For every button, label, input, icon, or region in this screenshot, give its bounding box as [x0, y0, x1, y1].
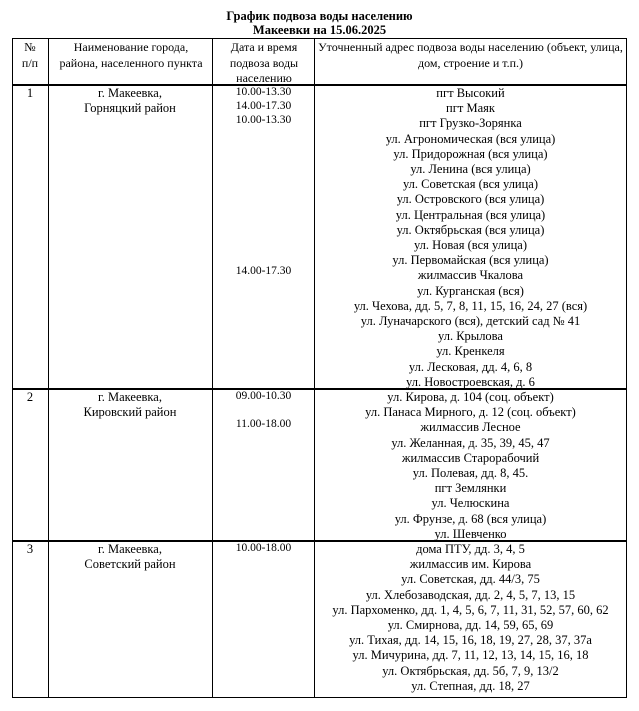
- table-border-left: [12, 38, 13, 698]
- row-1-addresses: [315, 86, 626, 390]
- address-item: ул. Желанная, д. 35, 39, 45, 47: [391, 435, 550, 450]
- title-line-2: Макеевки на 15.06.2025: [252, 23, 387, 37]
- address-item: ул. Крылова: [438, 329, 503, 344]
- row-2-city-name: г. Макеевка,: [98, 390, 162, 404]
- address-item: ул. Полевая, дд. 8, 45.: [412, 466, 529, 481]
- title-line-1: График подвоза воды населению: [226, 9, 413, 23]
- address-item: жилмассив Чкалова: [417, 268, 524, 283]
- column-divider: [48, 38, 49, 698]
- address-item: пгт Землянки: [434, 481, 507, 496]
- address-item: ул. Советская (вся улица): [402, 177, 539, 192]
- address-item: ул. Кирова, д. 104 (соц. объект): [387, 390, 554, 404]
- row-2-time-later: [213, 418, 314, 432]
- address-item: ул. Мичурина, дд. 7, 11, 12, 13, 14, 15, 16, 18: [352, 648, 589, 663]
- address-item: ул. Тихая, дд. 14, 15, 16, 18, 19, 27, 28, 37, 37а: [349, 633, 592, 648]
- row-2-number: 2: [26, 390, 34, 404]
- address-item: ул. Лесковая, дд. 4, 6, 8: [408, 359, 533, 374]
- address-item: ул. Челюскина: [431, 496, 510, 511]
- time-slot: 10.00-13.30: [235, 86, 292, 98]
- address-item: пгт Грузко-Зорянка: [419, 116, 522, 131]
- row-3-city-name: г. Макеевка,: [98, 542, 162, 556]
- time-slot: 10.00-18.00: [235, 542, 292, 554]
- address-item: ул. Хлебозаводская, дд. 2, 4, 5, 7, 13, 15: [365, 587, 576, 602]
- table-border-right: [626, 38, 627, 698]
- address-item: ул. Смирнова, дд. 14, 59, 65, 69: [387, 618, 554, 633]
- address-item: дома ПТУ, дд. 3, 4, 5: [416, 542, 525, 556]
- row-3-district: Советский район: [84, 557, 176, 572]
- address-item: ул. Агрономическая (вся улица): [385, 131, 556, 146]
- row-1-city-name: г. Макеевка,: [98, 86, 162, 100]
- address-item: ул. Чехова, дд. 5, 7, 8, 11, 15, 16, 24, 27 (вся): [353, 298, 588, 313]
- address-item: ул. Октябрьская, дд. 5б, 7, 9, 13/2: [382, 663, 559, 678]
- row-2-city: [48, 390, 212, 420]
- time-slot: 10.00-13.30: [235, 113, 292, 126]
- row-3-time: [213, 542, 314, 556]
- address-item: пгт Высокий: [436, 86, 505, 100]
- address-item: ул. Курганская (вся): [417, 283, 524, 298]
- table-border-top: [12, 38, 626, 39]
- row-3-addresses: [315, 542, 626, 694]
- address-item: ул. Шевченко: [434, 526, 507, 541]
- address-item: ул. Пархоменко, дд. 1, 4, 5, 6, 7, 11, 31, 52, 57, 60, 62: [332, 602, 609, 617]
- row-1-time: [213, 86, 314, 127]
- address-item: ул. Луначарского (вся), детский сад № 41: [360, 314, 581, 329]
- time-slot: 14.00-17.30: [235, 265, 292, 277]
- address-item: ул. Кренкеля: [436, 344, 505, 359]
- table-border-bottom: [12, 697, 626, 698]
- row-3-number: 3: [26, 542, 34, 556]
- address-item: ул. Новостроевская, д. 6: [406, 374, 535, 389]
- row-1-city: [48, 86, 212, 116]
- column-divider: [212, 38, 213, 698]
- row-2-district: Кировский район: [83, 405, 177, 420]
- header-time: Дата и время подвоза воды населению: [229, 40, 299, 85]
- address-item: ул. Панаса Мирного, д. 12 (соц. объект): [365, 405, 576, 420]
- row-1-number: 1: [26, 86, 34, 100]
- row-2-addresses: [315, 390, 626, 542]
- time-slot: 09.00-10.30: [235, 390, 292, 402]
- header-city: Наименование города, района, населенного пункта: [59, 40, 203, 70]
- address-item: ул. Фрунзе, д. 68 (вся улица): [394, 511, 547, 526]
- header-number: № п/п: [21, 40, 39, 70]
- address-item: ул. Новая (вся улица): [413, 238, 528, 253]
- address-item: жилмассив им. Кирова: [409, 557, 532, 572]
- address-item: ул. Островского (вся улица): [396, 192, 545, 207]
- row-3-city: [48, 542, 212, 572]
- time-slot: 11.00-18.00: [235, 418, 292, 430]
- address-item: ул. Центральная (вся улица): [395, 207, 546, 222]
- address-item: ул. Первомайская (вся улица): [392, 253, 549, 268]
- row-2-time: [213, 390, 314, 404]
- address-item: ул. Ленина (вся улица): [410, 162, 531, 177]
- address-item: пгт Маяк: [446, 101, 495, 116]
- address-item: ул. Советская, дд. 44/3, 75: [401, 572, 540, 587]
- address-item: ул. Степная, дд. 18, 27: [411, 678, 530, 693]
- address-item: ул. Придорожная (вся улица): [393, 146, 548, 161]
- address-item: ул. Октябрьская (вся улица): [396, 222, 545, 237]
- row-1-district: Горняцкий район: [84, 101, 176, 116]
- row-1-time-later: [213, 265, 314, 279]
- header-address: Уточненный адрес подвоза воды населению (объект, улица, дом, строение и т.п.): [318, 40, 623, 70]
- time-slot: 14.00-17.30: [235, 99, 292, 112]
- address-item: жилмассив Старорабочий: [401, 450, 540, 465]
- address-item: жилмассив Лесное: [420, 420, 521, 435]
